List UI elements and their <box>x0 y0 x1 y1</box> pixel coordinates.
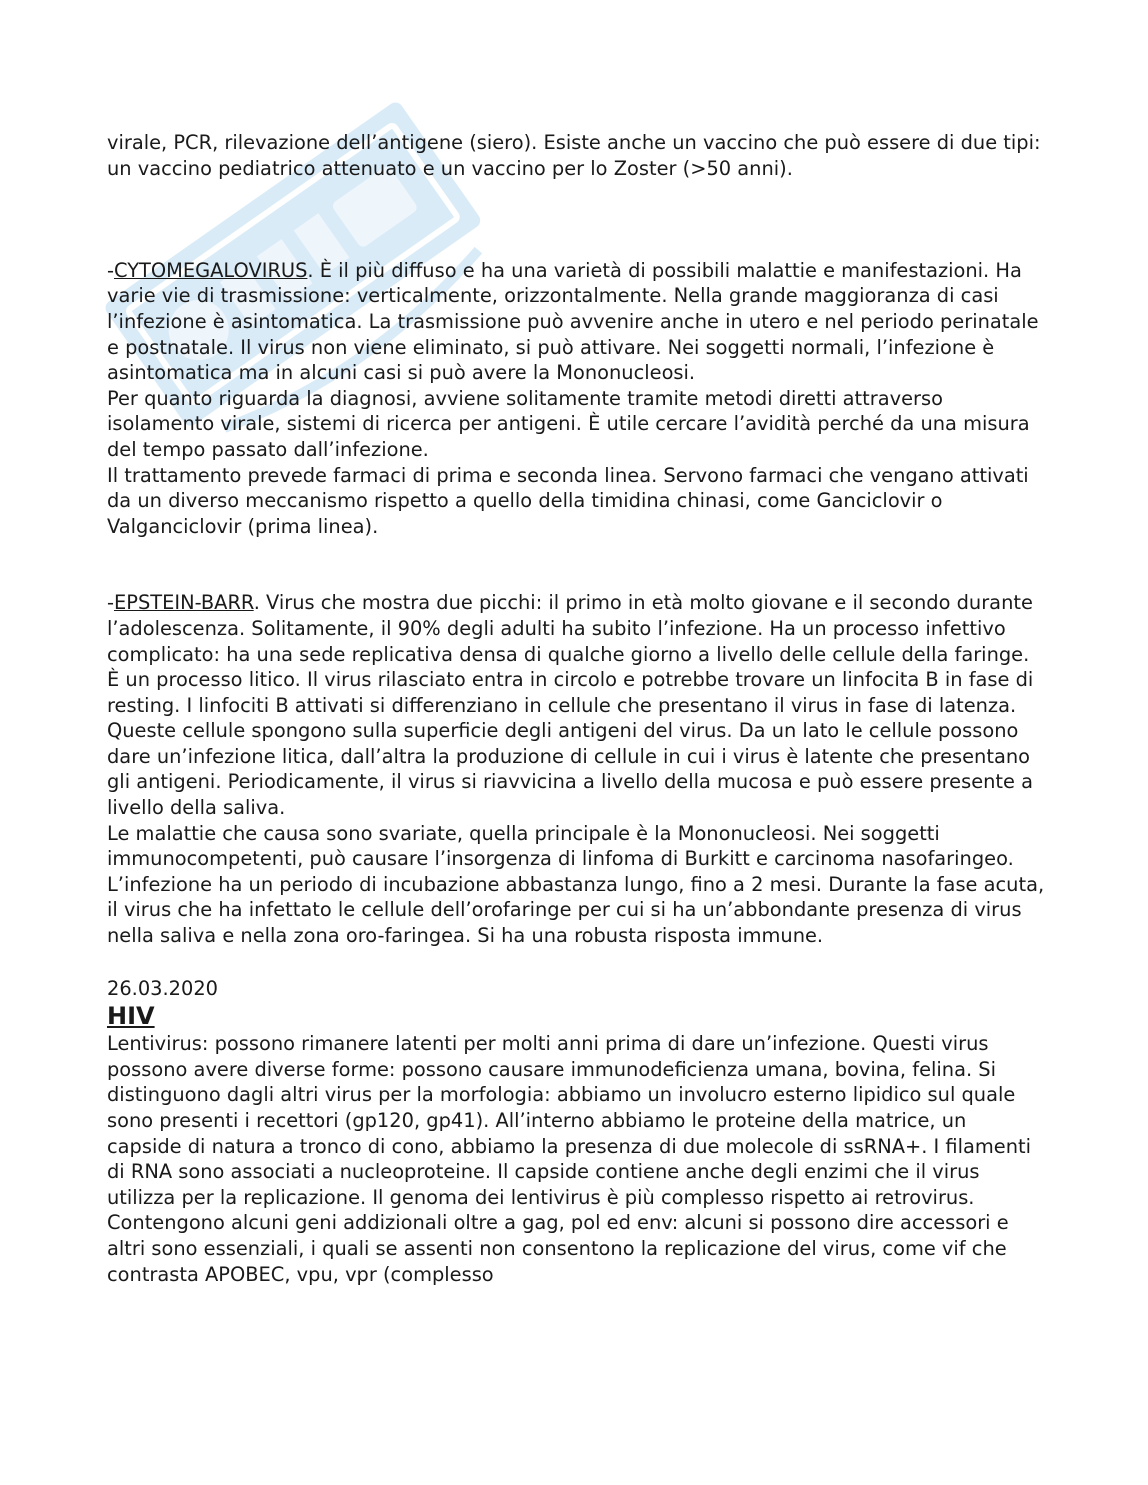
cmv-diagnosis-paragraph: Per quanto riguarda la diagnosi, avviene solitamente tramite metodi diretti attraverso isolamento virale, sistemi di ricerca per antigeni. È utile cercare l’avidità perché da una misura del tempo passato dall’infezione. <box>107 386 1030 461</box>
cmv-title: CYTOMEGALOVIRUS <box>114 258 308 282</box>
ebv-title: EPSTEIN-BARR <box>114 591 254 615</box>
section-heading-hiv: HIV <box>107 1002 155 1031</box>
ebv-text: . Virus che mostra due picchi: il primo in età molto giovane e il secondo durante l’adolescenza. Solitamente, il 90% degli adulti ha subito l’infezione. Ha un processo infettivo complicato: ha una sede replicativa densa di qualche giorno a livello delle cellule della faringe. È un processo litico. Il virus rilasciato entra in circolo e potrebbe trovare un linfocita B in fase di resting. I linfociti B attivati si differenziano in cellule che presentano il virus in fase di latenza. Queste cellule spongono sulla superficie degli antigeni del virus. Da un lato le cellule possono dare un’infezione litica, dall’altra la produzione di cellule in cui i virus è latente che presentano gli antigeni. Periodicamente, il virus si riavvicina a livello della mucosa e può essere presente a livello della saliva. <box>107 591 1034 820</box>
document-page <box>107 130 1047 1287</box>
intro-paragraph: virale, PCR, rilevazione dell’antigene (siero). Esiste anche un vaccino che può essere di due tipi: un vaccino pediatrico attenuato e un vaccino per lo Zoster (>50 anni). <box>107 131 1041 180</box>
cmv-prefix: - <box>107 258 114 282</box>
ebv-paragraph <box>107 590 1047 820</box>
cmv-treatment-paragraph: Il trattamento prevede farmaci di prima e seconda linea. Servono farmaci che vengano attivati da un diverso meccanismo rispetto a quello della timidina chinasi, come Ganciclovir o Valganciclovir (prima linea). <box>107 463 1029 538</box>
ebv-prefix: - <box>107 591 114 615</box>
cmv-text: . È il più diffuso e ha una varietà di possibili malattie e manifestazioni. Ha varie vie di trasmissione: verticalmente, orizzontalmente. Nella grande maggioranza di casi l’infezione è asintomatica. La trasmissione può avvenire anche in utero e nel periodo perinatale e postnatale. Il virus non viene eliminato, si può attivare. Nei soggetti normali, l’infezione è asintomatica ma in alcuni casi si può avere la Mononucleosi. <box>107 258 1039 385</box>
cmv-paragraph <box>107 258 1047 386</box>
hiv-paragraph: Lentivirus: possono rimanere latenti per molti anni prima di dare un’infezione. Questi virus possono avere diverse forme: possono causare immunodeficienza umana, bovina, felina. Si distinguono dagli altri virus per la morfologia: abbiamo un involucro esterno lipidico sul quale sono presenti i recettori (gp120, gp41). All’interno abbiamo le proteine della matrice, un capside di natura a tronco di cono, abbiamo la presenza di due molecole di ssRNA+. I filamenti di RNA sono associati a nucleoproteine. Il capside contiene anche degli enzimi che il virus utilizza per la replicazione. Il genoma dei lentivirus è più complesso rispetto ai retrovirus. Contengono alcuni geni addizionali oltre a gag, pol ed env: alcuni si possono dire accessori e altri sono essenziali, i quali se assenti non consentono la replicazione del virus, come vif che contrasta APOBEC, vpu, vpr (complesso <box>107 1032 1032 1286</box>
ebv-incubation-paragraph: L’infezione ha un periodo di incubazione abbastanza lungo, fino a 2 mesi. Durante la fase acuta, il virus che ha infettato le cellule dell’orofaringe per cui si ha un’abbondante presenza di virus nella saliva e nella zona oro-faringea. Si ha una robusta risposta immune. <box>107 872 1045 948</box>
lecture-date: 26.03.2020 <box>107 976 219 1000</box>
ebv-diseases-paragraph: Le malattie che causa sono svariate, quella principale è la Mononucleosi. Nei soggetti immunocompetenti, può causare l’insorgenza di linfoma di Burkitt e carcinoma nasofaringeo. <box>107 821 1014 871</box>
